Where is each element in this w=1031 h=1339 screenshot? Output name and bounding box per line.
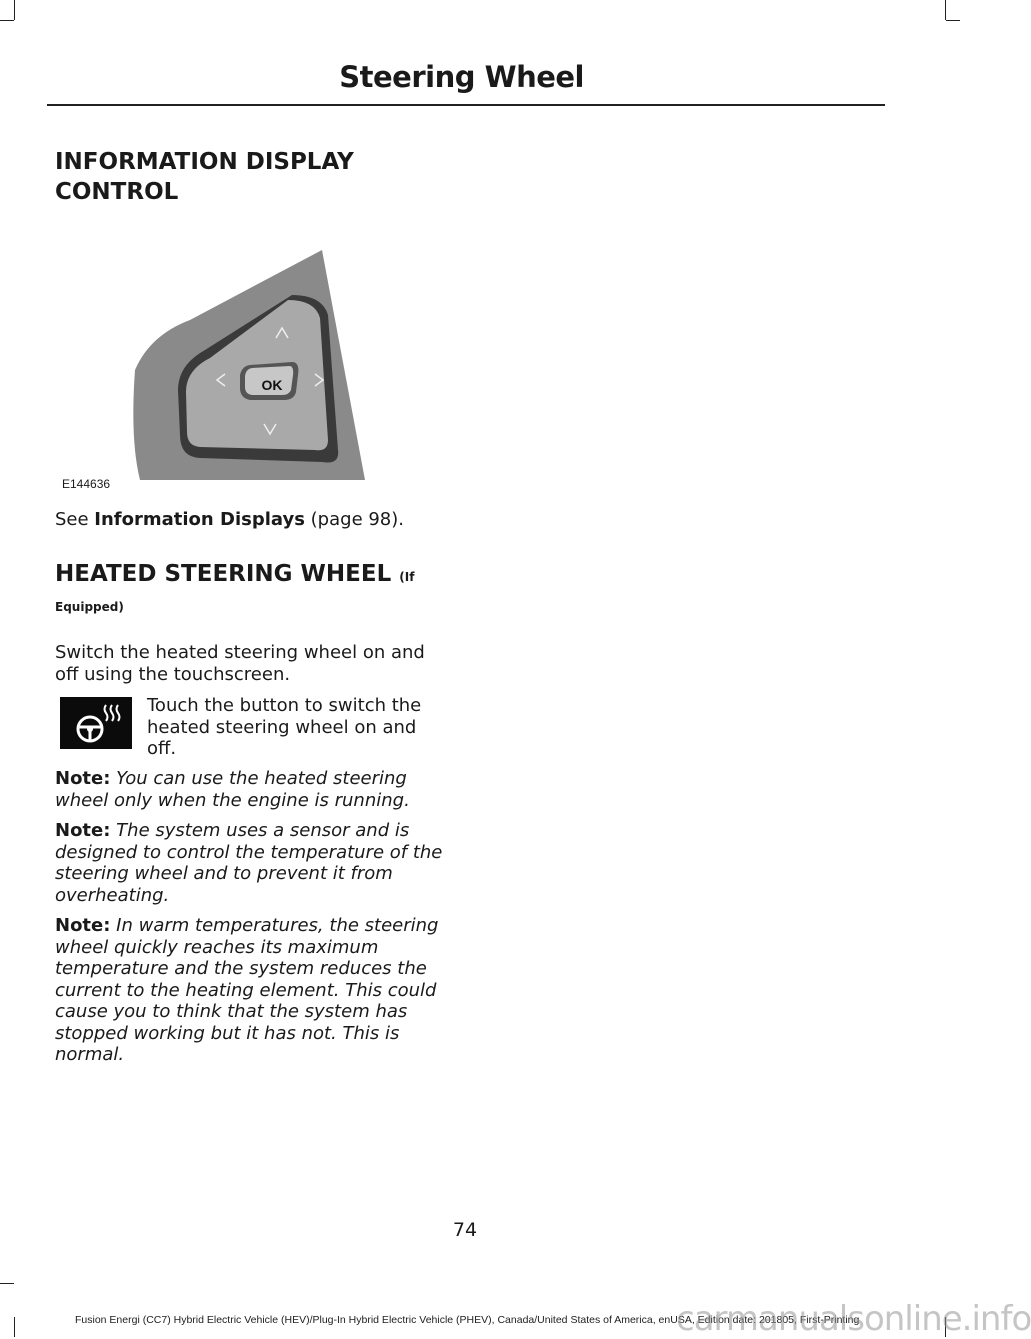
information-displays-link[interactable]: Information Displays	[94, 509, 305, 530]
note	[55, 915, 450, 1066]
crop-mark	[946, 20, 960, 21]
see-reference	[55, 509, 450, 531]
steering-wheel-control-illustration	[60, 240, 380, 495]
crop-mark	[0, 1283, 14, 1284]
heated-steering-wheel-icon	[60, 697, 132, 749]
header-divider	[47, 104, 885, 106]
crop-mark	[14, 1317, 15, 1337]
crop-mark	[0, 20, 14, 21]
crop-mark	[14, 0, 15, 20]
icon-description: Touch the button to switch the heated steering wheel on and off.	[147, 695, 422, 759]
note	[55, 768, 450, 811]
heading-text: HEATED STEERING WHEEL	[55, 561, 392, 587]
crop-mark	[945, 0, 946, 20]
note-text: In warm temperatures, the steering wheel quickly reaches its maximum temperature and the system reduces the current to the heating element. This could cause you to think that the system has stopped working but it has not. This is normal.	[55, 915, 439, 1065]
note	[55, 820, 450, 906]
see-prefix: See	[55, 509, 95, 530]
chapter-title: Steering Wheel	[339, 60, 584, 94]
note-text: You can use the heated steering wheel only when the engine is running.	[55, 768, 410, 811]
intro-paragraph: Switch the heated steering wheel on and off using the touchscreen.	[55, 642, 425, 685]
page-number: 74	[452, 1219, 478, 1241]
section-heading-information-display	[55, 147, 354, 207]
footer-text: Fusion Energi (CC7) Hybrid Electric Vehicle (HEV)/Plug-In Hybrid Electric Vehicle (PHEV), Canada/United States of America, enUSA, Edition date: 201805, First-Printing	[75, 1314, 860, 1326]
note-label: Note:	[55, 768, 111, 789]
see-suffix: (page 98).	[304, 509, 405, 530]
watermark: carmanualsonline.info	[676, 1299, 1031, 1339]
note-label: Note:	[55, 915, 111, 936]
figure-label: E144636	[62, 477, 111, 491]
ok-button-label: OK	[261, 377, 283, 393]
heading-qualifier: (If	[399, 570, 415, 584]
section-heading-heated-steering-wheel	[55, 559, 414, 592]
heading-line: INFORMATION DISPLAY	[55, 149, 354, 175]
note-text: The system uses a sensor and is designed to control the temperature of the steering wheel and to prevent it from overheating.	[55, 820, 443, 906]
heading-line: CONTROL	[55, 179, 179, 205]
note-label: Note:	[55, 820, 111, 841]
heading-qualifier: Equipped)	[55, 600, 124, 614]
